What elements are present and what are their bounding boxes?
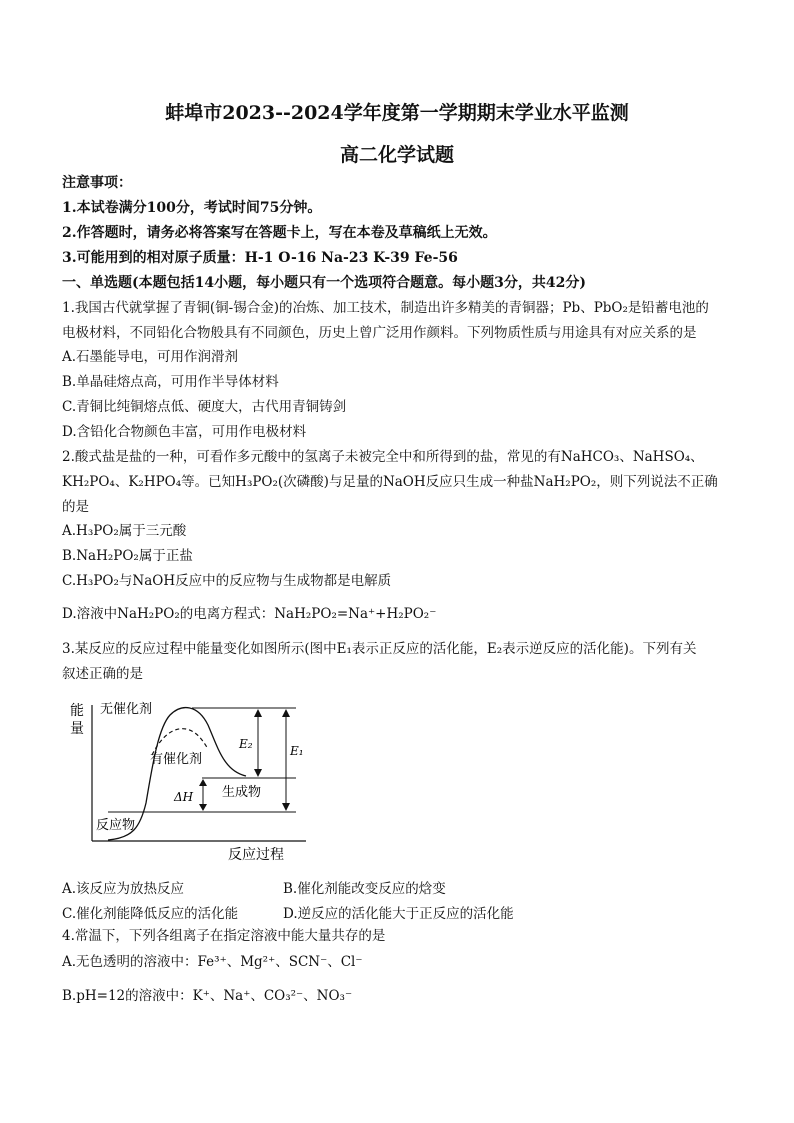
q3-stem-line1: 3.某反应的反应过程中能量变化如图所示(图中E₁表示正反应的活化能，E₂表示逆反应的活化能)。下列有关 [62, 641, 697, 657]
q3-option-a: A.该反应为放热反应 [62, 881, 185, 897]
q2-option-b: B.NaH₂PO₂属于正盐 [62, 548, 193, 564]
q2-stem-line1: 2.酸式盐是盐的一种，可看作多元酸中的氢离子未被完全中和所得到的盐，常见的有NaHCO₃、NaHSO₄、 [62, 449, 704, 465]
q2-option-a: A.H₃PO₂属于三元酸 [62, 523, 187, 539]
q1-option-a: A.石墨能导电，可用作润滑剂 [62, 349, 239, 365]
q2-option-c: C.H₃PO₂与NaOH反应中的反应物与生成物都是电解质 [62, 573, 392, 589]
y-label-2: 量 [70, 721, 84, 737]
note-item-3: 3.可能用到的相对原子质量：H-1 O-16 Na-23 K-39 Fe-56 [62, 250, 458, 266]
q1-stem-line2: 电极材料，不同铅化合物般具有不同颜色，历史上曾广泛用作颜料。下列物质性质与用途具有对应关系的是 [62, 325, 697, 341]
catalyst-label: 有催化剂 [150, 752, 203, 767]
q3-option-b: B.催化剂能改变反应的焓变 [283, 881, 446, 897]
q2-option-d: D.溶液中NaH₂PO₂的电离方程式：NaH₂PO₂=Na⁺+H₂PO₂⁻ [62, 606, 437, 622]
energy-diagram-svg [62, 693, 312, 865]
no-catalyst-label: 无催化剂 [100, 702, 153, 717]
exam-subtitle: 高二化学试题 [339, 144, 454, 166]
q3-stem-line2: 叙述正确的是 [62, 666, 143, 682]
q4-option-b: B.pH=12的溶液中：K⁺、Na⁺、CO₃²⁻、NO₃⁻ [62, 988, 353, 1004]
dh-label: ΔH [174, 790, 194, 804]
q1-stem-line1: 1.我国古代就掌握了青铜(铜-锡合金)的冶炼、加工技术，制造出许多精美的青铜器；Pb、PbO₂是铅蓄电池的 [62, 300, 709, 316]
q4-stem: 4.常温下，下列各组离子在指定溶液中能大量共存的是 [62, 928, 386, 944]
q1-option-d: D.含铅化合物颜色丰富，可用作电极材料 [62, 424, 307, 440]
note-item-2: 2.作答题时，请务必将答案写在答题卡上，写在本卷及草稿纸上无效。 [62, 225, 497, 241]
energy-diagram [62, 693, 312, 865]
q2-stem-line2: KH₂PO₄、K₂HPO₄等。已知H₃PO₂(次磷酸)与足量的NaOH反应只生成一种盐NaH₂PO₂，则下列说法不正确 [62, 474, 718, 490]
x-axis-label: 反应过程 [228, 847, 284, 863]
reactant-label: 反应物 [96, 818, 136, 833]
q1-option-b: B.单晶硅熔点高，可用作半导体材料 [62, 374, 279, 390]
e1-label: E₁ [290, 744, 304, 758]
y-label-1: 能 [70, 703, 84, 719]
q3-option-c: C.催化剂能降低反应的活化能 [62, 906, 239, 922]
e2-label: E₂ [239, 737, 253, 751]
q3-option-d: D.逆反应的活化能大于正反应的活化能 [283, 906, 514, 922]
product-label: 生成物 [222, 785, 262, 800]
notes-heading: 注意事项： [62, 175, 132, 191]
exam-title: 蚌埠市2023--2024学年度第一学期期末学业水平监测 [165, 102, 629, 124]
section-heading: 一、单选题(本题包括14小题，每小题只有一个选项符合题意。每小题3分，共42分) [62, 275, 586, 291]
q1-option-c: C.青铜比纯铜熔点低、硬度大，古代用青铜铸剑 [62, 399, 347, 415]
q4-option-a: A.无色透明的溶液中：Fe³⁺、Mg²⁺、SCN⁻、Cl⁻ [62, 954, 363, 970]
note-item-1: 1.本试卷满分100分，考试时间75分钟。 [62, 200, 322, 216]
q2-stem-line3: 的是 [62, 499, 89, 515]
